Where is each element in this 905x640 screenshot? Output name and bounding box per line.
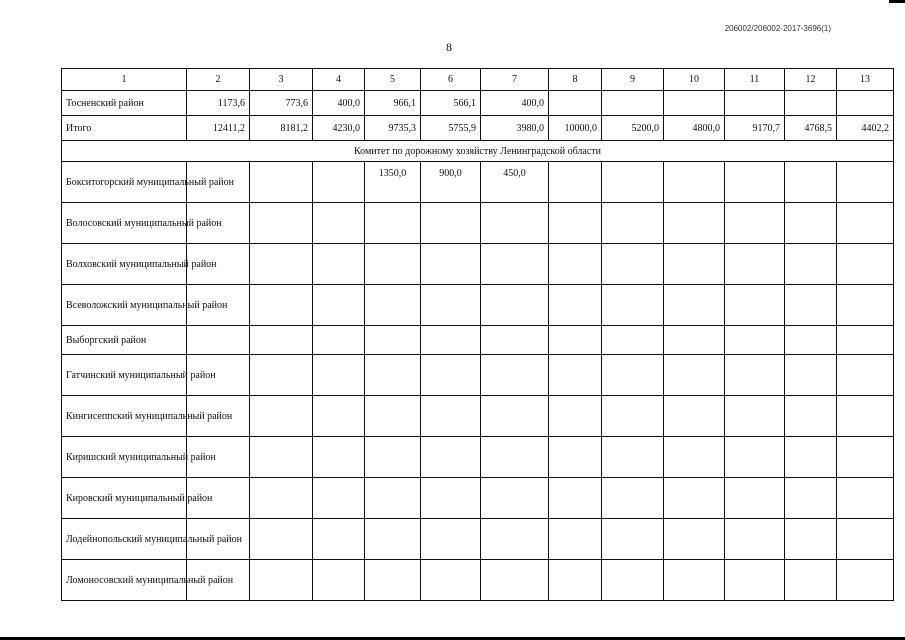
table-row <box>62 244 894 285</box>
table-cell <box>481 326 549 355</box>
row-label: Итого <box>62 116 187 141</box>
table-cell <box>725 396 785 437</box>
table-cell <box>365 203 421 244</box>
table-row <box>62 116 894 141</box>
table-cell <box>481 396 549 437</box>
section-row <box>62 141 894 162</box>
column-header: 1 <box>62 69 187 91</box>
table-cell <box>481 203 549 244</box>
table-cell <box>421 326 481 355</box>
table-cell <box>785 162 837 203</box>
table-cell <box>785 91 837 116</box>
row-label: Гатчинский муниципальный район <box>62 355 187 396</box>
table-cell <box>365 478 421 519</box>
table-cell <box>250 396 313 437</box>
table-cell <box>602 326 664 355</box>
table-cell <box>602 285 664 326</box>
table-cell <box>664 437 725 478</box>
table-cell <box>250 162 313 203</box>
table-cell <box>664 560 725 601</box>
table-cell <box>664 519 725 560</box>
table-cell <box>313 396 365 437</box>
table-cell <box>313 326 365 355</box>
column-header: 5 <box>365 69 421 91</box>
table-cell <box>250 437 313 478</box>
table-cell <box>365 437 421 478</box>
table-cell <box>549 560 602 601</box>
table-cell <box>421 396 481 437</box>
table-cell <box>725 560 785 601</box>
table-cell <box>549 478 602 519</box>
table-cell: 9170,7 <box>725 116 785 141</box>
table-cell <box>421 355 481 396</box>
table-cell <box>313 560 365 601</box>
table-cell <box>664 162 725 203</box>
table-row <box>62 91 894 116</box>
table-cell <box>187 326 250 355</box>
table-cell <box>549 91 602 116</box>
table-cell: 1173,6 <box>187 91 250 116</box>
table-cell <box>725 285 785 326</box>
table-header-row <box>62 69 894 91</box>
table-cell <box>725 519 785 560</box>
table-cell <box>421 244 481 285</box>
table-cell <box>365 244 421 285</box>
table-cell <box>785 285 837 326</box>
table-cell <box>481 244 549 285</box>
table-cell <box>602 91 664 116</box>
table-cell <box>549 244 602 285</box>
table-cell <box>421 437 481 478</box>
table-cell <box>365 285 421 326</box>
table-cell <box>313 355 365 396</box>
table-cell <box>785 203 837 244</box>
table-cell: 5200,0 <box>602 116 664 141</box>
row-label: Бокситогорский муниципальный район <box>62 162 187 203</box>
row-label: Тосненский район <box>62 91 187 116</box>
table-cell <box>250 203 313 244</box>
table-cell <box>481 437 549 478</box>
table-cell <box>664 396 725 437</box>
column-header: 3 <box>250 69 313 91</box>
table-cell <box>837 244 894 285</box>
table-row <box>62 437 894 478</box>
table-cell <box>837 560 894 601</box>
column-header: 2 <box>187 69 250 91</box>
table-cell <box>250 355 313 396</box>
table-cell <box>549 162 602 203</box>
table-row <box>62 355 894 396</box>
row-label: Волховский муниципальный район <box>62 244 187 285</box>
table-cell <box>481 355 549 396</box>
table-cell <box>837 396 894 437</box>
table-cell: 900,0 <box>421 162 481 203</box>
table-cell <box>785 560 837 601</box>
row-label: Всеволожский муниципальный район <box>62 285 187 326</box>
column-header: 4 <box>313 69 365 91</box>
table-cell <box>421 560 481 601</box>
table-cell <box>313 478 365 519</box>
table-cell <box>725 355 785 396</box>
table-cell <box>549 519 602 560</box>
table-cell: 966,1 <box>365 91 421 116</box>
table-cell <box>725 244 785 285</box>
table-cell <box>602 560 664 601</box>
table-cell <box>664 91 725 116</box>
table-cell: 4402,2 <box>837 116 894 141</box>
table-cell: 400,0 <box>481 91 549 116</box>
table-row <box>62 478 894 519</box>
table-cell <box>837 162 894 203</box>
table-cell <box>602 437 664 478</box>
table-cell <box>664 326 725 355</box>
table-cell <box>837 91 894 116</box>
table-cell <box>421 203 481 244</box>
table-cell <box>602 355 664 396</box>
table-cell <box>250 519 313 560</box>
table-cell <box>365 560 421 601</box>
table-row <box>62 396 894 437</box>
table-cell: 4768,5 <box>785 116 837 141</box>
row-label: Выборгский район <box>62 326 187 355</box>
document-id: 206002/206002-2017-3696(1) <box>724 24 831 33</box>
table-cell <box>837 285 894 326</box>
table-cell <box>725 162 785 203</box>
table-cell <box>725 437 785 478</box>
table-cell <box>250 478 313 519</box>
table-cell <box>481 560 549 601</box>
table-cell <box>250 285 313 326</box>
table-cell <box>602 162 664 203</box>
column-header: 6 <box>421 69 481 91</box>
table-cell <box>549 355 602 396</box>
column-header: 8 <box>549 69 602 91</box>
table-cell: 8181,2 <box>250 116 313 141</box>
table-cell <box>365 326 421 355</box>
table-cell: 12411,2 <box>187 116 250 141</box>
table-cell <box>785 396 837 437</box>
table-cell <box>549 437 602 478</box>
table-row <box>62 326 894 355</box>
table-cell <box>725 326 785 355</box>
report-table <box>61 68 894 601</box>
table-cell <box>549 203 602 244</box>
table-cell <box>664 478 725 519</box>
column-header: 9 <box>602 69 664 91</box>
table-cell <box>785 355 837 396</box>
table-cell <box>664 244 725 285</box>
table-cell <box>725 478 785 519</box>
table-row <box>62 560 894 601</box>
table-cell <box>602 396 664 437</box>
table-cell <box>602 244 664 285</box>
column-header: 13 <box>837 69 894 91</box>
table-cell <box>365 396 421 437</box>
row-label: Ломоносовский муниципальный район <box>62 560 187 601</box>
table-cell <box>602 203 664 244</box>
table-cell: 4230,0 <box>313 116 365 141</box>
table-cell <box>250 560 313 601</box>
table-row <box>62 285 894 326</box>
row-label: Кировский муниципальный район <box>62 478 187 519</box>
table-cell <box>421 519 481 560</box>
table-cell <box>725 203 785 244</box>
table-cell <box>421 285 481 326</box>
table-cell <box>549 396 602 437</box>
table-cell: 9735,3 <box>365 116 421 141</box>
table-cell <box>313 203 365 244</box>
table-cell <box>837 203 894 244</box>
table-cell <box>785 326 837 355</box>
corner-mark <box>889 0 905 3</box>
row-label: Кингисеппский муниципальный район <box>62 396 187 437</box>
table-cell <box>837 326 894 355</box>
table-row <box>62 519 894 560</box>
table-cell: 3980,0 <box>481 116 549 141</box>
table-cell: 4800,0 <box>664 116 725 141</box>
table-cell <box>837 478 894 519</box>
table-cell <box>421 478 481 519</box>
table-cell: 566,1 <box>421 91 481 116</box>
table-cell: 5755,9 <box>421 116 481 141</box>
table-cell <box>549 326 602 355</box>
table-cell <box>481 478 549 519</box>
column-header: 10 <box>664 69 725 91</box>
table-cell: 1350,0 <box>365 162 421 203</box>
table-cell <box>837 437 894 478</box>
table-cell <box>365 355 421 396</box>
table-cell <box>664 285 725 326</box>
row-label: Волосовский муниципальный район <box>62 203 187 244</box>
section-title: Комитет по дорожному хозяйству Ленинградской области <box>62 141 894 162</box>
table-cell <box>664 355 725 396</box>
table-cell <box>785 437 837 478</box>
page-number: 8 <box>446 40 452 54</box>
table-cell <box>785 478 837 519</box>
table-cell <box>785 244 837 285</box>
table-cell <box>365 519 421 560</box>
table-row <box>62 203 894 244</box>
table-cell <box>549 285 602 326</box>
table-cell: 450,0 <box>481 162 549 203</box>
table-cell <box>250 244 313 285</box>
column-header: 7 <box>481 69 549 91</box>
table-cell <box>481 285 549 326</box>
table-cell <box>313 244 365 285</box>
table-cell <box>785 519 837 560</box>
table-cell <box>250 326 313 355</box>
table-cell: 400,0 <box>313 91 365 116</box>
table-cell <box>481 519 549 560</box>
column-header: 12 <box>785 69 837 91</box>
table-cell <box>313 437 365 478</box>
table-cell <box>313 519 365 560</box>
table-cell: 773,6 <box>250 91 313 116</box>
row-label: Киришский муниципальный район <box>62 437 187 478</box>
table-cell <box>837 519 894 560</box>
table-cell <box>313 162 365 203</box>
table-cell <box>837 355 894 396</box>
table-cell <box>313 285 365 326</box>
table-cell <box>725 91 785 116</box>
column-header: 11 <box>725 69 785 91</box>
table-cell <box>602 519 664 560</box>
table-row <box>62 162 894 203</box>
table-cell <box>664 203 725 244</box>
row-label: Лодейнопольский муниципальный район <box>62 519 187 560</box>
table-cell <box>602 478 664 519</box>
table-cell: 10000,0 <box>549 116 602 141</box>
